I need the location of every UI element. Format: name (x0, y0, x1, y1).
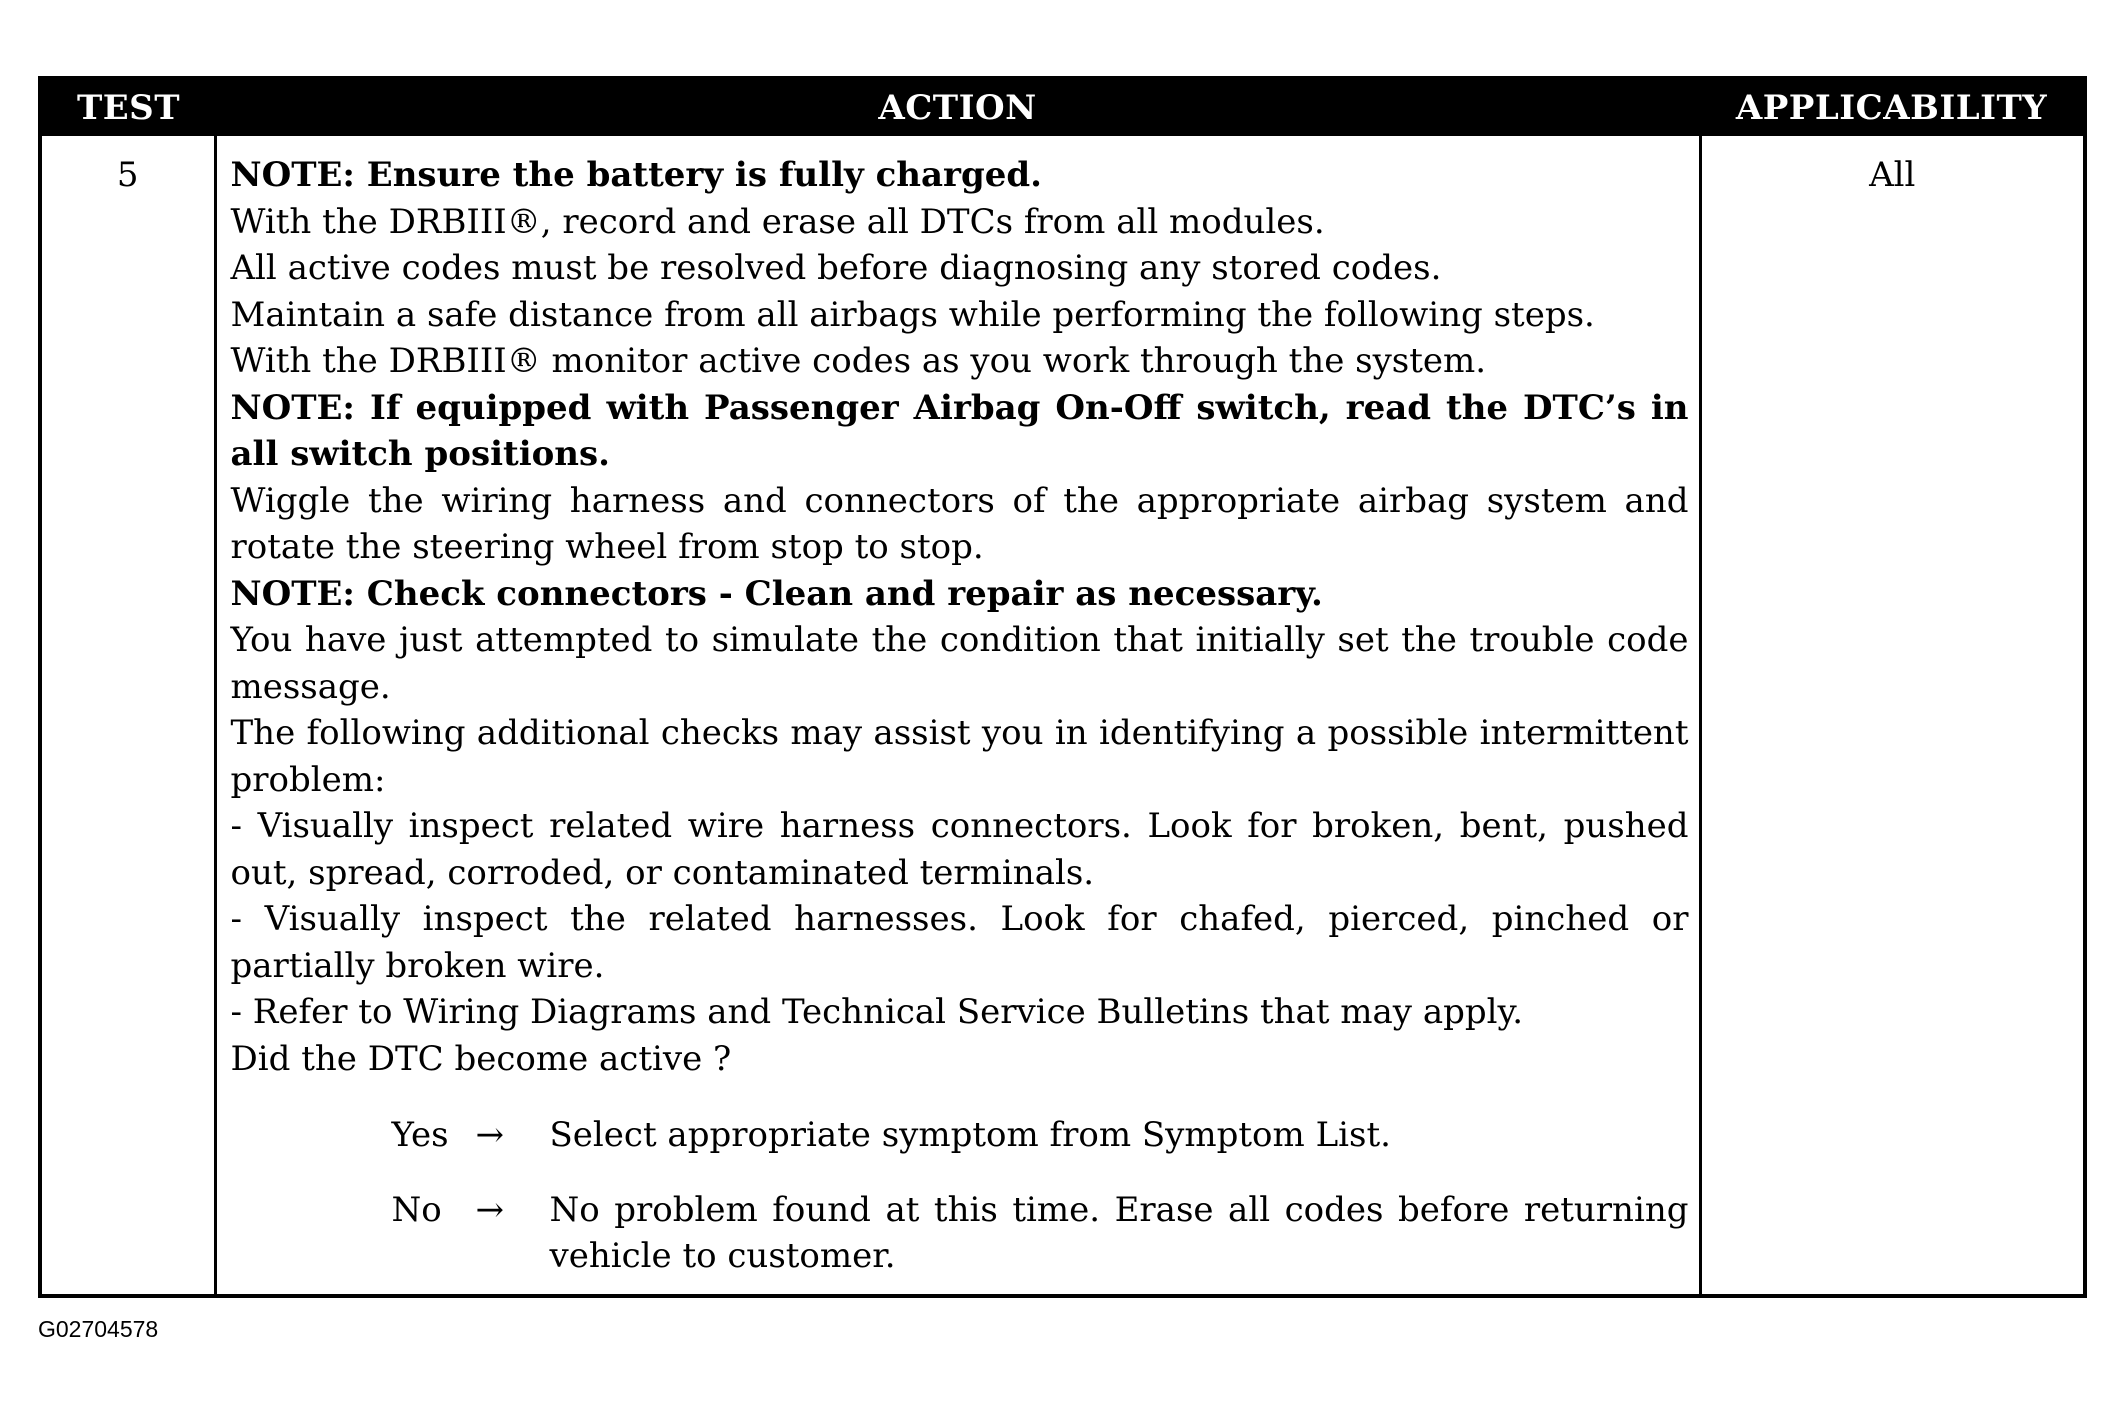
right-arrow-icon: → (475, 1189, 504, 1230)
step-safe-distance: Maintain a safe distance from all airbags while performing the following steps. (230, 294, 1595, 335)
header-action: ACTION (215, 78, 1700, 136)
note-check-connectors: NOTE: Check connectors - Clean and repair as necessary. (230, 573, 1323, 614)
check-connectors-item: - Visually inspect related wire harness connectors. Look for broken, bent, pushed out, spread, corroded, or contaminated terminals. (230, 806, 1689, 893)
step-monitor-codes: With the DRBIII® monitor active codes as you work through the system. (230, 341, 1487, 381)
action-cell (215, 136, 1700, 1296)
table-header-row (40, 78, 2085, 136)
answer-list (231, 1112, 1689, 1280)
note-switch-positions: NOTE: If equipped with Passenger Airbag On-Off switch, read the DTC’s in all switch positions. (230, 387, 1689, 474)
step-record-erase: With the DRBIII®, record and erase all DTCs from all modules. (230, 201, 1325, 242)
diagnostic-document (38, 76, 2083, 1298)
applicability-value: All (1700, 136, 2085, 1296)
answer-yes-text: Select appropriate symptom from Symptom List. (549, 1115, 1391, 1155)
answer-yes (392, 1112, 1689, 1159)
header-test: TEST (40, 78, 215, 136)
step-wiggle-harness: Wiggle the wiring harness and connectors of the appropriate airbag system and rotate the steering wheel from stop to stop. (230, 480, 1689, 567)
step-additional-checks: The following additional checks may assist you in identifying a possible intermittent problem: (230, 713, 1689, 800)
step-simulate-condition: You have just attempted to simulate the condition that initially set the trouble code message. (230, 620, 1689, 707)
answer-no-key: No (391, 1189, 442, 1230)
test-question: Did the DTC become active ? (230, 1038, 732, 1079)
answer-no (392, 1187, 1689, 1280)
refer-diagrams-item: - Refer to Wiring Diagrams and Technical Service Bulletins that may apply. (230, 992, 1523, 1032)
answer-no-text: No problem found at this time. Erase all codes before returning vehicle to customer. (549, 1189, 1689, 1276)
note-battery: NOTE: Ensure the battery is fully charged. (230, 155, 1042, 195)
test-number: 5 (40, 136, 215, 1296)
figure-id: G02704578 (38, 1316, 159, 1342)
step-active-codes: All active codes must be resolved before diagnosing any stored codes. (230, 248, 1442, 288)
check-harnesses-item: - Visually inspect the related harnesses. Look for chafed, pierced, pinched or partially broken wire. (230, 899, 1689, 986)
answer-yes-key: Yes (391, 1115, 449, 1155)
right-arrow-icon: → (475, 1115, 504, 1155)
diagnostic-test-table (38, 76, 2087, 1298)
header-applicability: APPLICABILITY (1700, 78, 2085, 136)
table-row (40, 136, 2085, 1296)
